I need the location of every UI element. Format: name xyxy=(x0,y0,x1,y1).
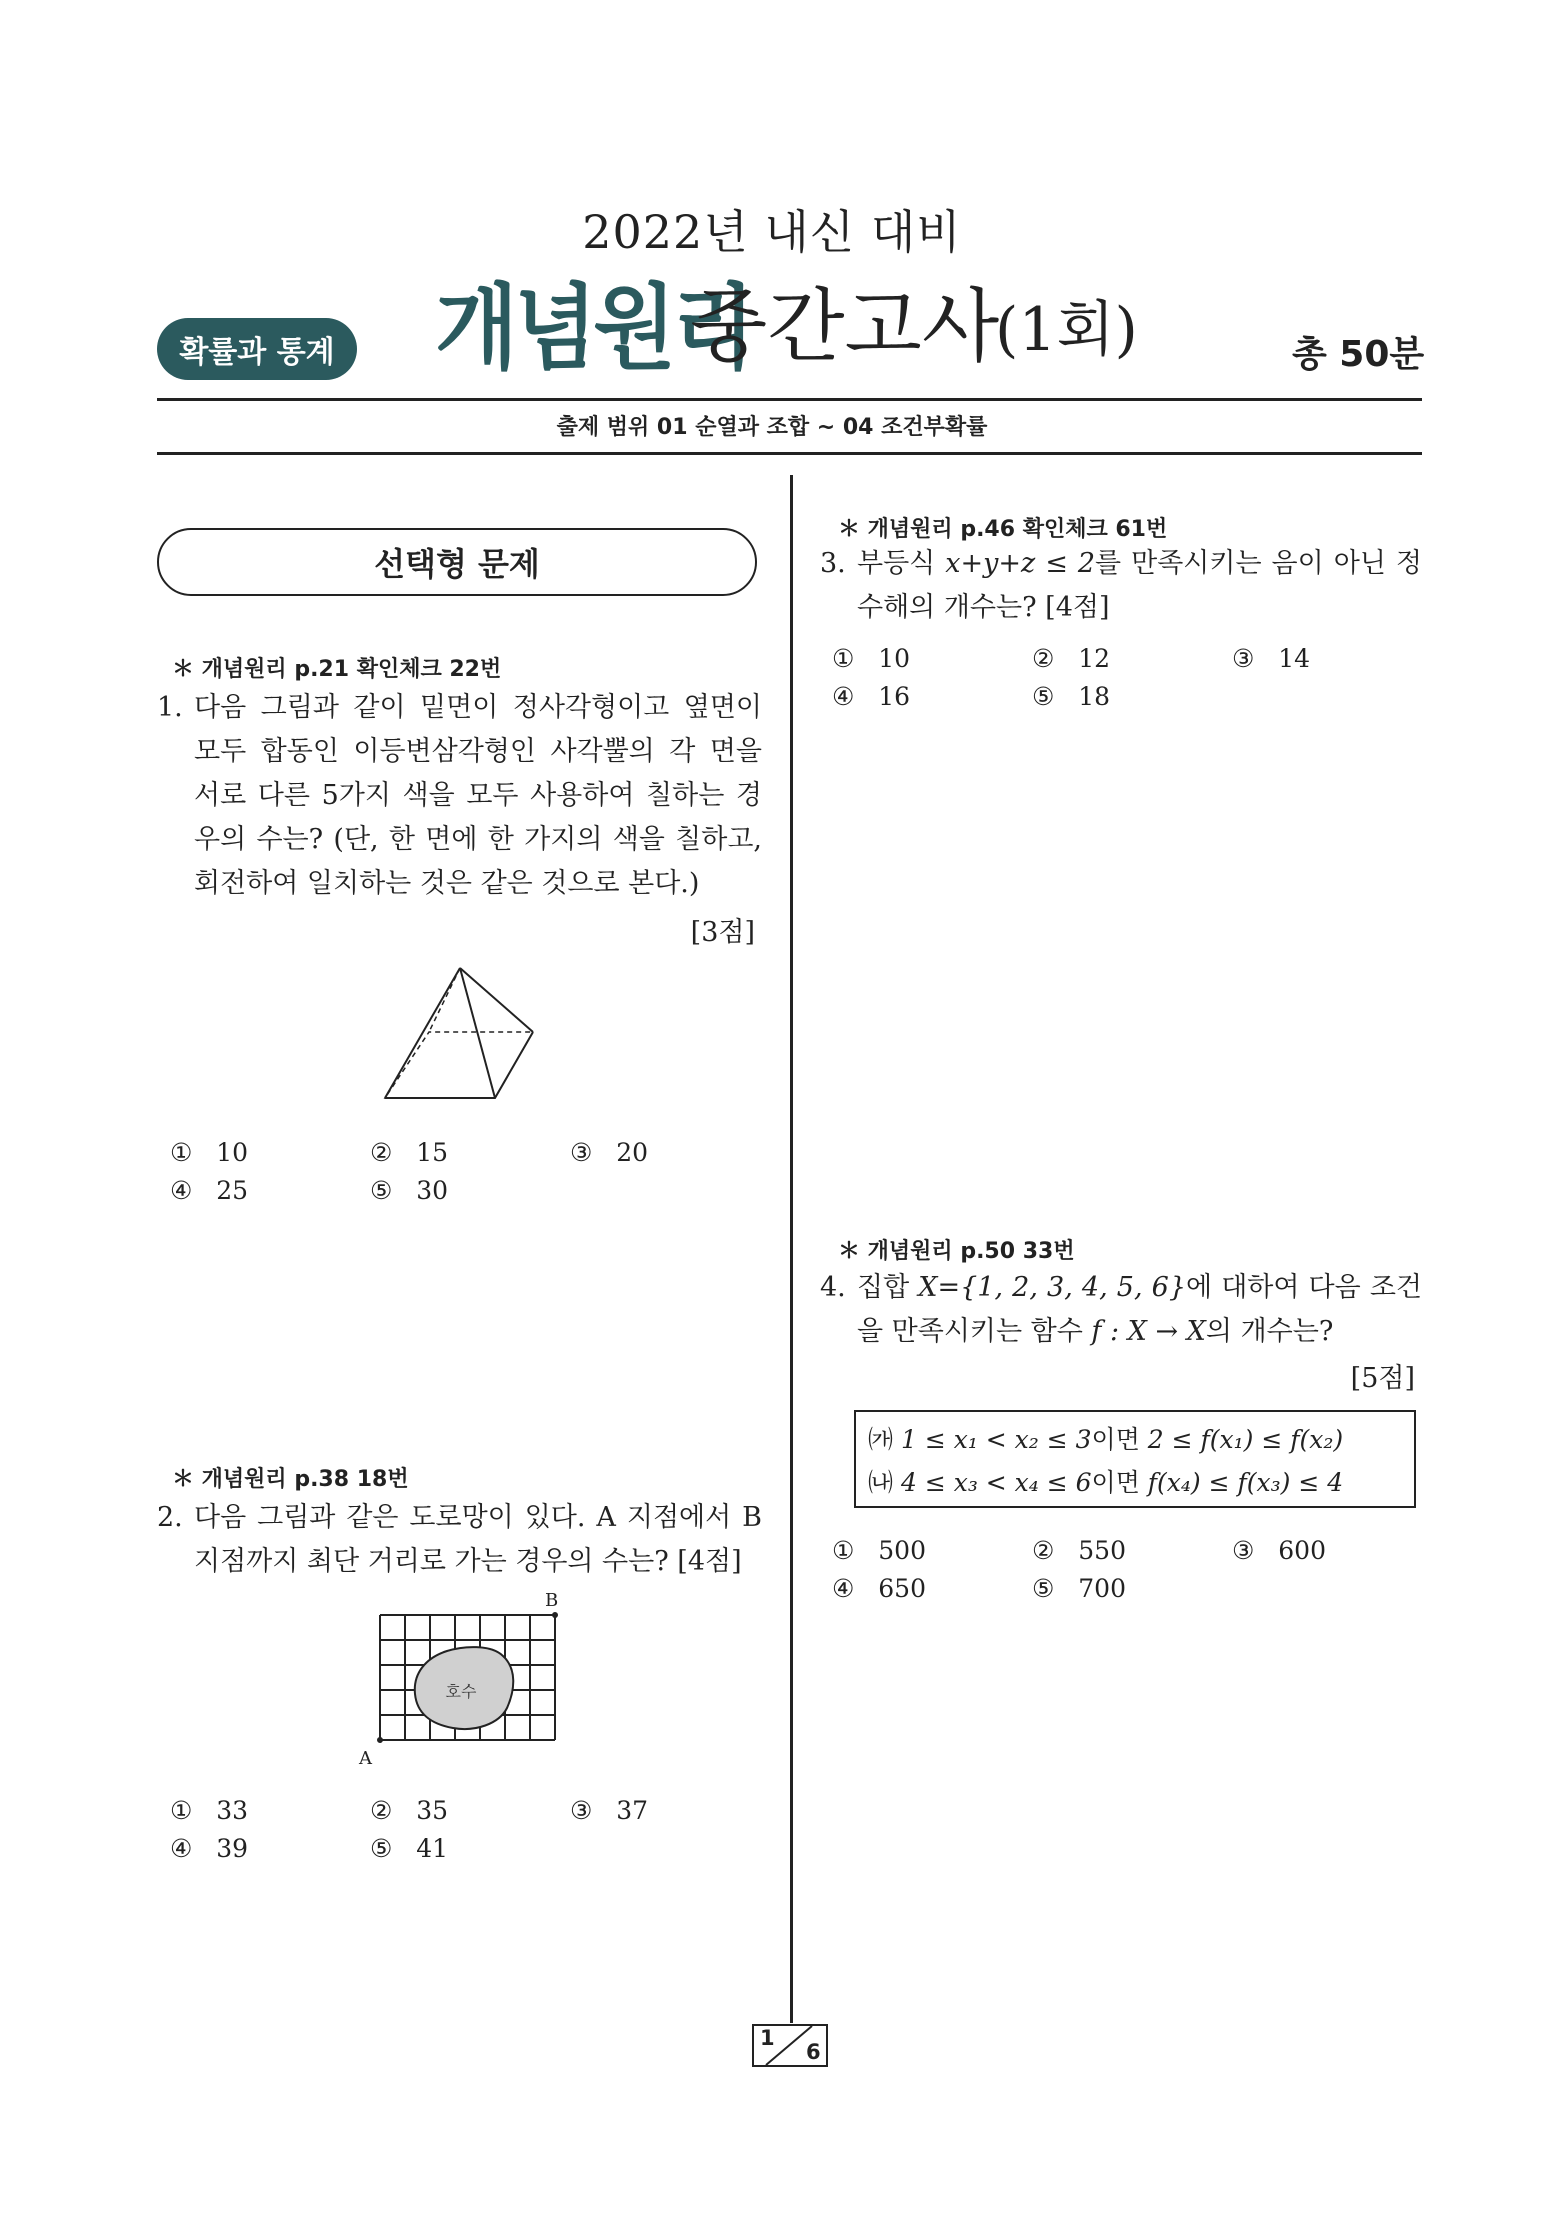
question-1-reference: ＊ 개념원리 p.21 확인체크 22번 xyxy=(172,657,502,682)
lake-label: 호수 xyxy=(445,1682,477,1701)
question-1-choice-3[interactable]: ③ 20 xyxy=(570,1138,649,1167)
question-1-choice-4[interactable]: ④ 25 xyxy=(170,1176,249,1205)
question-1-number: 1. xyxy=(157,692,183,723)
exam-subtitle: 2022년 내신 대비 xyxy=(582,205,962,259)
condition-b: ㈏ 4 ≤ x₃ < x₄ ≤ 6이면 f(x₄) ≤ f(x₃) ≤ 4 xyxy=(868,1468,1344,1497)
question-2-number: 2. xyxy=(157,1502,183,1533)
point-b-marker xyxy=(552,1612,558,1618)
question-2-choice-4[interactable]: ④ 39 xyxy=(170,1834,249,1863)
question-3-reference: ＊ 개념원리 p.46 확인체크 61번 xyxy=(838,517,1168,542)
question-4-choice-1[interactable]: ① 500 xyxy=(832,1536,926,1565)
exam-title: 중간고사 xyxy=(690,280,1000,373)
question-2-points: [4점] xyxy=(677,1546,742,1577)
road-grid-figure xyxy=(355,1590,570,1775)
question-4-choice-2[interactable]: ② 550 xyxy=(1032,1536,1126,1565)
question-1-choice-5[interactable]: ⑤ 30 xyxy=(370,1176,449,1205)
brand-logo: 개념원리 xyxy=(435,274,752,383)
pyramid-figure xyxy=(380,960,540,1110)
question-4-choice-4[interactable]: ④ 650 xyxy=(832,1574,926,1603)
section-title: 선택형 문제 xyxy=(157,528,757,596)
question-3-choice-3[interactable]: ③ 14 xyxy=(1232,644,1311,673)
total-time: 총 50분 xyxy=(1292,334,1425,375)
question-4-reference: ＊ 개념원리 p.50 33번 xyxy=(838,1239,1075,1264)
question-1-choice-2[interactable]: ② 15 xyxy=(370,1138,449,1167)
question-4-conditions xyxy=(854,1410,1416,1508)
pyramid-edge xyxy=(460,968,495,1098)
question-4-choice-5[interactable]: ⑤ 700 xyxy=(1032,1574,1126,1603)
question-4-function: f : X → X xyxy=(1091,1316,1206,1347)
question-2-choice-2[interactable]: ② 35 xyxy=(370,1796,449,1825)
question-3-choice-4[interactable]: ④ 16 xyxy=(832,682,911,711)
question-2-choice-5[interactable]: ⑤ 41 xyxy=(370,1834,449,1863)
page-total: 6 xyxy=(806,2040,821,2064)
subject-badge: 확률과 통계 xyxy=(157,318,357,380)
pyramid-base-edges xyxy=(385,1032,533,1098)
condition-a: ㈎ 1 ≤ x₁ < x₂ ≤ 3이면 2 ≤ f(x₁) ≤ f(x₂) xyxy=(868,1425,1344,1454)
point-b-label: B xyxy=(545,1590,559,1611)
question-3-points: [4점] xyxy=(1045,592,1110,623)
question-3-choice-5[interactable]: ⑤ 18 xyxy=(1032,682,1111,711)
question-1 xyxy=(157,686,762,906)
question-4: 4. 집합 X={1, 2, 3, 4, 5, 6}에 대하여 다음 조건을 만족시키는 함수 f : X → X의 개수는? xyxy=(820,1266,1422,1354)
exam-round: (1회) xyxy=(995,295,1138,365)
question-4-number: 4. xyxy=(820,1272,846,1303)
header-rule-bottom xyxy=(157,452,1422,455)
question-2-choice-3[interactable]: ③ 37 xyxy=(570,1796,649,1825)
pyramid-hidden-base xyxy=(385,1032,533,1098)
question-1-points: [3점] xyxy=(690,917,755,948)
question-3: 3. 부등식 x+y+z ≤ 2를 만족시키는 음이 아닌 정수해의 개수는? [4점] xyxy=(820,542,1422,630)
question-2 xyxy=(157,1496,762,1584)
pyramid-edge xyxy=(460,968,533,1032)
header-rule-top xyxy=(157,398,1422,401)
question-4-set: X={1, 2, 3, 4, 5, 6} xyxy=(918,1272,1187,1303)
page-current: 1 xyxy=(760,2026,775,2050)
question-4-choice-3[interactable]: ③ 600 xyxy=(1232,1536,1326,1565)
question-2-reference: ＊ 개념원리 p.38 18번 xyxy=(172,1467,409,1492)
point-a-label: A xyxy=(359,1748,372,1769)
question-3-number: 3. xyxy=(820,548,846,579)
question-3-choice-2[interactable]: ② 12 xyxy=(1032,644,1111,673)
question-1-choice-1[interactable]: ① 10 xyxy=(170,1138,249,1167)
question-3-inequality: x+y+z ≤ 2 xyxy=(945,548,1096,579)
question-1-text: 다음 그림과 같이 밑면이 정사각형이고 옆면이 모두 합동인 이등변삼각형인 사각뿔의 각 면을 서로 다른 5가지 색을 모두 사용하여 칠하는 경우의 수는? (단, 한 면에 한 가지의 색을 칠하고, 회전하여 일치하는 것은 같은 것으로 본다.) xyxy=(194,692,762,899)
question-4-points: [5점] xyxy=(1350,1363,1415,1394)
question-2-text: 다음 그림과 같은 도로망이 있다. A 지점에서 B 지점까지 최단 거리로 가는 경우의 수는? xyxy=(194,1502,762,1577)
pyramid-edge xyxy=(385,968,460,1098)
exam-scope: 출제 범위 01 순열과 조합 ~ 04 조건부확률 xyxy=(556,415,988,440)
column-divider xyxy=(790,475,793,2023)
point-a-marker xyxy=(377,1737,383,1743)
page-indicator xyxy=(752,2024,828,2067)
question-2-choice-1[interactable]: ① 33 xyxy=(170,1796,249,1825)
question-3-choice-1[interactable]: ① 10 xyxy=(832,644,911,673)
